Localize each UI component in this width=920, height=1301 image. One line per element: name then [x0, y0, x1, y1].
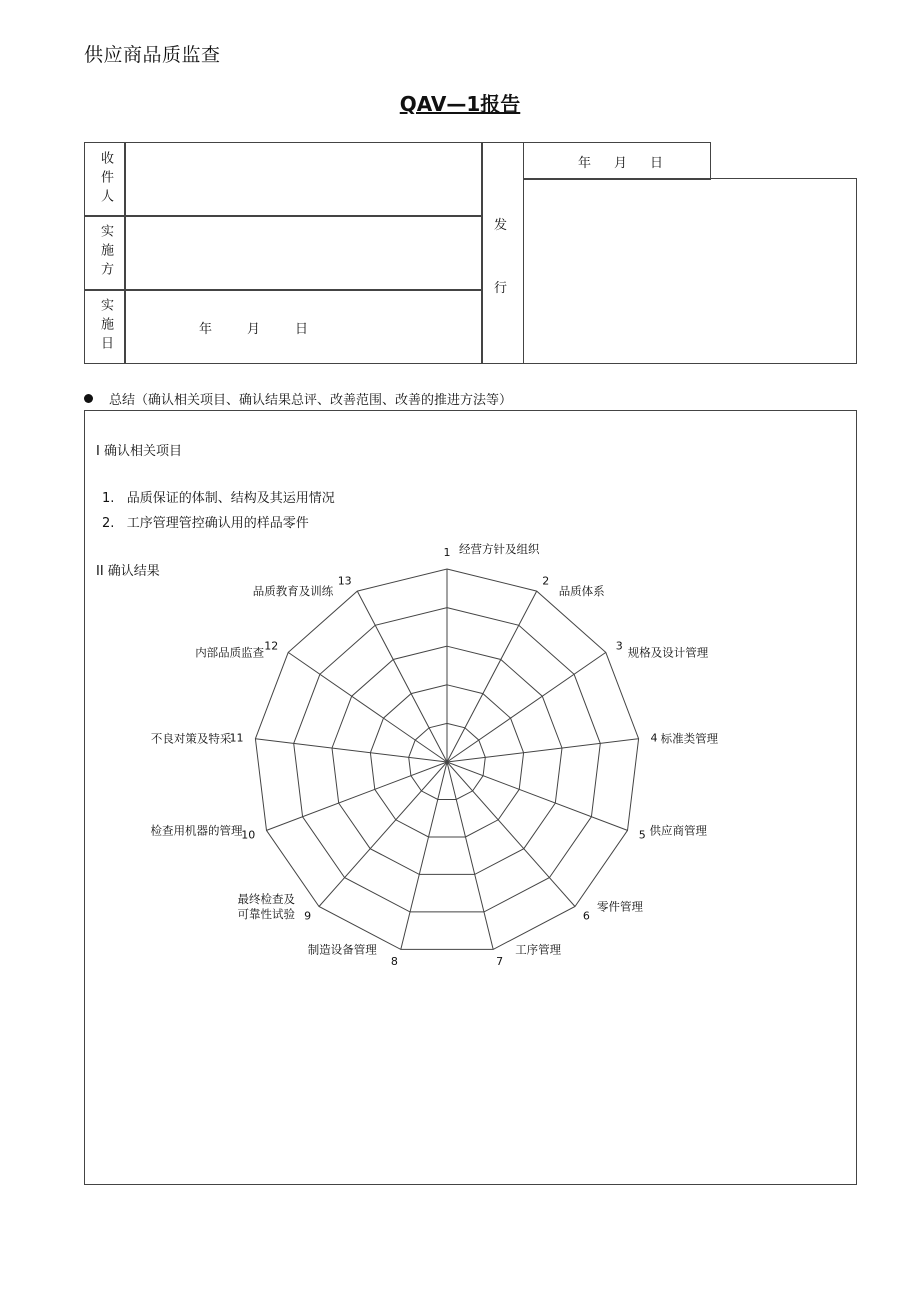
issue-stamp-box[interactable]: [523, 178, 857, 364]
report-title: QAV—1报告: [399, 92, 521, 116]
radar-axis-label-5: 供应商管理: [649, 823, 707, 838]
section-confirmation-items: I 确认相关项目: [96, 444, 182, 459]
radar-axis-number-4: 4: [650, 731, 658, 745]
radar-axis-number-3: 3: [615, 639, 623, 653]
issue-date-year: 年: [578, 156, 592, 171]
issue-column-divider: [481, 142, 483, 364]
radar-axis-label-8: 制造设备管理: [307, 942, 377, 957]
radar-axis-number-2: 2: [542, 574, 550, 588]
implementation-date-label: 实施日: [98, 297, 113, 355]
radar-axis-number-5: 5: [638, 828, 646, 842]
radar-axis-label-12: 内部品质监查: [195, 645, 265, 660]
document-title: 供应商品质监查: [84, 44, 221, 66]
implementer-field[interactable]: [126, 217, 480, 288]
issue-label-bottom: 行: [494, 281, 508, 296]
recipient-field[interactable]: [126, 144, 480, 214]
summary-heading: [84, 389, 512, 408]
radar-axis-label-3: 规格及设计管理: [627, 645, 709, 660]
radar-axis-number-9: 9: [304, 909, 312, 923]
issue-date-day: 日: [650, 156, 664, 171]
radar-axis-label-6: 零件管理: [597, 899, 643, 914]
radar-axis-number-10: 10: [241, 828, 256, 842]
radar-axis-label-11: 不良对策及特采: [150, 731, 232, 746]
summary-heading-text: 总结（确认相关项目、确认结果总评、改善范围、改善的推进方法等）: [109, 393, 513, 408]
radar-axis-label-4: 标准类管理: [660, 731, 719, 746]
radar-axis-number-1: 1: [443, 546, 451, 559]
section-confirmation-results: II 确认结果: [96, 564, 160, 579]
radar-axis-label-2: 品质体系: [558, 584, 605, 599]
radar-axis-label-9: 最终检查及可靠性试验: [237, 892, 295, 921]
item-1: 1. 品质保证的体制、结构及其运用情况: [102, 491, 335, 506]
impl-date-year: 年: [199, 322, 213, 337]
impl-date-month: 月: [247, 322, 261, 337]
bullet-icon: [84, 394, 93, 403]
recipient-label: 收件人: [98, 150, 113, 208]
radar-axis-number-8: 8: [390, 955, 398, 968]
radar-axis-number-6: 6: [582, 909, 590, 923]
radar-axis-label-10: 检查用机器的管理: [150, 823, 243, 838]
radar-axis-number-11: 11: [229, 731, 244, 745]
issue-label-top: 发: [494, 218, 508, 233]
impl-date-day: 日: [295, 322, 309, 337]
radar-axis-label-1: 经营方针及组织: [459, 542, 540, 556]
row-divider-2: [84, 289, 482, 291]
implementer-label: 实施方: [98, 223, 113, 281]
radar-axis-number-7: 7: [496, 955, 504, 968]
radar-axis-number-13: 13: [337, 574, 352, 588]
radar-axis-number-12: 12: [264, 639, 279, 653]
issue-date-month: 月: [614, 156, 628, 171]
item-2: 2. 工序管理管控确认用的样品零件: [102, 516, 309, 531]
radar-axis-label-7: 工序管理: [515, 942, 562, 957]
radar-axis-label-13: 品质教育及训练: [252, 584, 334, 599]
